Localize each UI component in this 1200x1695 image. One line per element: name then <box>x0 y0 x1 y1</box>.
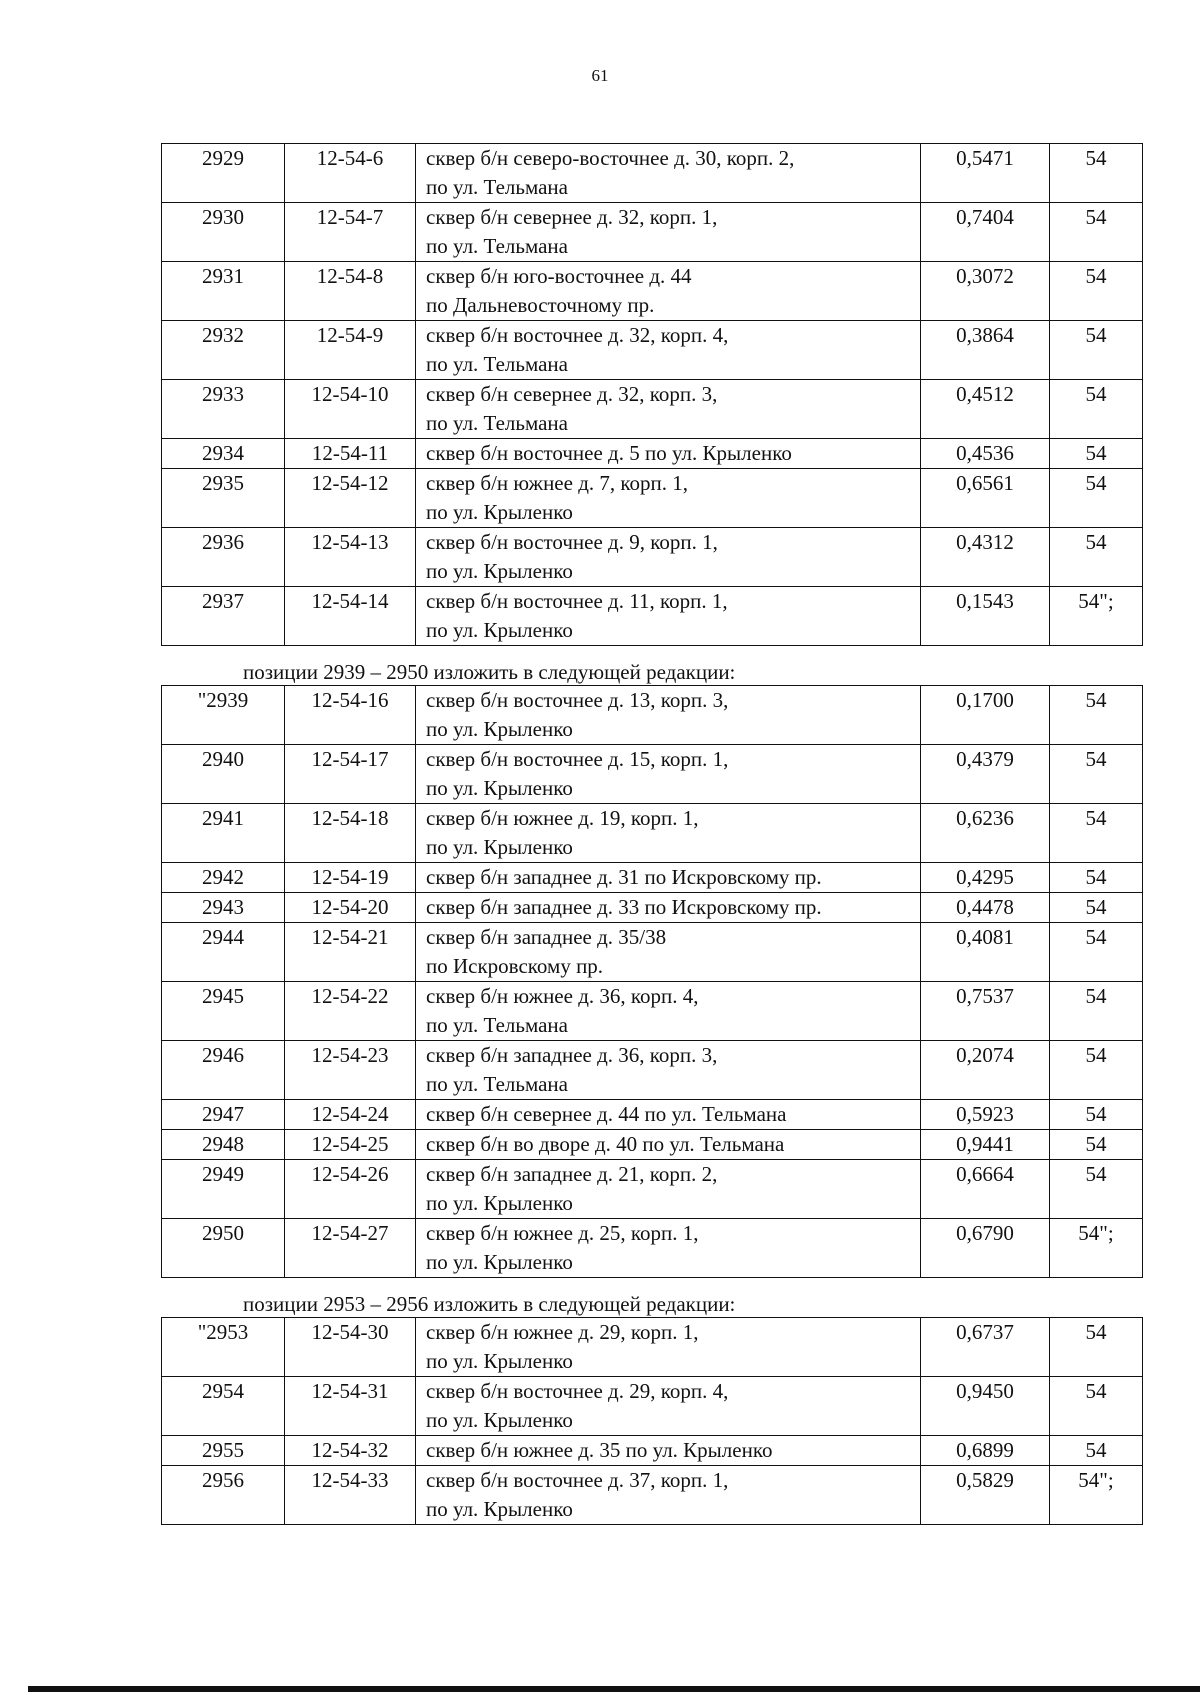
position-number-cell: 2943 <box>162 893 285 923</box>
table-row <box>162 1041 1143 1100</box>
position-number-cell: 2946 <box>162 1041 285 1100</box>
table-row <box>162 1318 1143 1377</box>
zone-cell: 54 <box>1050 144 1143 203</box>
table-section-1 <box>161 143 1143 646</box>
area-cell: 0,6561 <box>921 469 1050 528</box>
description-line: сквер б/н севернее д. 32, корп. 3, <box>426 382 718 406</box>
object-code-cell: 12-54-12 <box>285 469 416 528</box>
description-line: по ул. Тельмана <box>426 352 568 376</box>
object-code-cell: 12-54-11 <box>285 439 416 469</box>
description-line: по ул. Тельмана <box>426 1013 568 1037</box>
description-cell <box>416 1318 921 1377</box>
table-row <box>162 804 1143 863</box>
description-line: по ул. Крыленко <box>426 717 573 741</box>
zone-cell: 54 <box>1050 982 1143 1041</box>
table-row <box>162 923 1143 982</box>
object-code-cell: 12-54-6 <box>285 144 416 203</box>
description-cell <box>416 439 921 469</box>
description-line: по ул. Тельмана <box>426 175 568 199</box>
area-cell: 0,6790 <box>921 1219 1050 1278</box>
object-code-cell: 12-54-17 <box>285 745 416 804</box>
zone-cell: 54 <box>1050 1160 1143 1219</box>
area-cell: 0,4081 <box>921 923 1050 982</box>
position-number-cell: 2955 <box>162 1436 285 1466</box>
zone-cell: 54 <box>1050 863 1143 893</box>
description-line: сквер б/н южнее д. 29, корп. 1, <box>426 1320 699 1344</box>
description-line: сквер б/н южнее д. 36, корп. 4, <box>426 984 699 1008</box>
description-cell <box>416 1219 921 1278</box>
position-number-cell: 2931 <box>162 262 285 321</box>
positions-table <box>161 1317 1143 1525</box>
table-row <box>162 1466 1143 1525</box>
position-number-cell: "2939 <box>162 686 285 745</box>
position-number-cell: 2930 <box>162 203 285 262</box>
table-section-3 <box>161 1317 1143 1525</box>
object-code-cell: 12-54-7 <box>285 203 416 262</box>
table-row <box>162 203 1143 262</box>
zone-cell: 54 <box>1050 923 1143 982</box>
table-row <box>162 1377 1143 1436</box>
position-number-cell: 2948 <box>162 1130 285 1160</box>
position-number-cell: 2945 <box>162 982 285 1041</box>
table-section-2 <box>161 685 1143 1278</box>
table-row <box>162 893 1143 923</box>
object-code-cell: 12-54-31 <box>285 1377 416 1436</box>
position-number-cell: 2956 <box>162 1466 285 1525</box>
description-line: по Искровскому пр. <box>426 954 604 978</box>
zone-cell: 54 <box>1050 203 1143 262</box>
position-number-cell: 2934 <box>162 439 285 469</box>
description-cell <box>416 1436 921 1466</box>
description-line: сквер б/н западнее д. 35/38 <box>426 925 667 949</box>
object-code-cell: 12-54-27 <box>285 1219 416 1278</box>
object-code-cell: 12-54-32 <box>285 1436 416 1466</box>
description-line: сквер б/н восточнее д. 32, корп. 4, <box>426 323 729 347</box>
description-line: сквер б/н западнее д. 21, корп. 2, <box>426 1162 718 1186</box>
object-code-cell: 12-54-19 <box>285 863 416 893</box>
description-line: по ул. Крыленко <box>426 618 573 642</box>
page-number: 61 <box>591 66 609 85</box>
position-number-cell: 2936 <box>162 528 285 587</box>
table-row <box>162 380 1143 439</box>
object-code-cell: 12-54-10 <box>285 380 416 439</box>
position-number-cell: 2944 <box>162 923 285 982</box>
object-code-cell: 12-54-30 <box>285 1318 416 1377</box>
description-cell <box>416 1377 921 1436</box>
description-cell <box>416 1160 921 1219</box>
description-cell <box>416 321 921 380</box>
position-number-cell: 2950 <box>162 1219 285 1278</box>
description-line: сквер б/н восточнее д. 37, корп. 1, <box>426 1468 729 1492</box>
position-number-cell: 2947 <box>162 1100 285 1130</box>
description-cell <box>416 745 921 804</box>
area-cell: 0,4478 <box>921 893 1050 923</box>
position-number-cell: 2942 <box>162 863 285 893</box>
zone-cell: 54 <box>1050 262 1143 321</box>
description-line: сквер б/н во дворе д. 40 по ул. Тельмана <box>426 1132 785 1156</box>
description-cell <box>416 1130 921 1160</box>
area-cell: 0,6737 <box>921 1318 1050 1377</box>
position-number-cell: 2932 <box>162 321 285 380</box>
object-code-cell: 12-54-24 <box>285 1100 416 1130</box>
table-row <box>162 863 1143 893</box>
object-code-cell: 12-54-21 <box>285 923 416 982</box>
object-code-cell: 12-54-23 <box>285 1041 416 1100</box>
object-code-cell: 12-54-33 <box>285 1466 416 1525</box>
table-row <box>162 321 1143 380</box>
table-row <box>162 469 1143 528</box>
zone-cell: 54"; <box>1050 587 1143 646</box>
zone-cell: 54"; <box>1050 1219 1143 1278</box>
position-number-cell: 2937 <box>162 587 285 646</box>
description-cell <box>416 893 921 923</box>
description-line: сквер б/н южнее д. 25, корп. 1, <box>426 1221 699 1245</box>
description-line: сквер б/н восточнее д. 13, корп. 3, <box>426 688 729 712</box>
position-number-cell: 2954 <box>162 1377 285 1436</box>
description-line: сквер б/н северо-восточнее д. 30, корп. 2, <box>426 146 795 170</box>
object-code-cell: 12-54-22 <box>285 982 416 1041</box>
description-cell <box>416 587 921 646</box>
zone-cell: 54 <box>1050 1041 1143 1100</box>
description-line: сквер б/н восточнее д. 15, корп. 1, <box>426 747 729 771</box>
zone-cell: 54 <box>1050 439 1143 469</box>
description-cell <box>416 144 921 203</box>
table-row <box>162 686 1143 745</box>
description-line: по ул. Тельмана <box>426 234 568 258</box>
table-row <box>162 1100 1143 1130</box>
section-heading: позиции 2953 – 2956 изложить в следующей редакции: <box>243 1292 736 1316</box>
table-row <box>162 439 1143 469</box>
description-line: по ул. Крыленко <box>426 1349 573 1373</box>
zone-cell: 54 <box>1050 1100 1143 1130</box>
area-cell: 0,4295 <box>921 863 1050 893</box>
description-line: сквер б/н восточнее д. 9, корп. 1, <box>426 530 718 554</box>
description-line: по ул. Крыленко <box>426 1497 573 1521</box>
section-heading: позиции 2939 – 2950 изложить в следующей редакции: <box>243 660 736 684</box>
table-row <box>162 1436 1143 1466</box>
description-line: сквер б/н восточнее д. 29, корп. 4, <box>426 1379 729 1403</box>
description-cell <box>416 203 921 262</box>
description-cell <box>416 262 921 321</box>
zone-cell: 54 <box>1050 528 1143 587</box>
description-line: сквер б/н севернее д. 32, корп. 1, <box>426 205 718 229</box>
area-cell: 0,3864 <box>921 321 1050 380</box>
table-row <box>162 262 1143 321</box>
position-number-cell: 2949 <box>162 1160 285 1219</box>
description-line: сквер б/н юго-восточнее д. 44 <box>426 264 692 288</box>
area-cell: 0,7537 <box>921 982 1050 1041</box>
position-number-cell: 2940 <box>162 745 285 804</box>
area-cell: 0,6899 <box>921 1436 1050 1466</box>
description-line: сквер б/н восточнее д. 11, корп. 1, <box>426 589 728 613</box>
zone-cell: 54 <box>1050 1318 1143 1377</box>
area-cell: 0,6236 <box>921 804 1050 863</box>
object-code-cell: 12-54-9 <box>285 321 416 380</box>
table-row <box>162 528 1143 587</box>
description-cell <box>416 804 921 863</box>
area-cell: 0,2074 <box>921 1041 1050 1100</box>
description-line: по ул. Крыленко <box>426 559 573 583</box>
description-line: по ул. Тельмана <box>426 411 568 435</box>
description-cell <box>416 923 921 982</box>
area-cell: 0,9441 <box>921 1130 1050 1160</box>
area-cell: 0,4379 <box>921 745 1050 804</box>
position-number-cell: 2941 <box>162 804 285 863</box>
description-line: по ул. Крыленко <box>426 1250 573 1274</box>
description-cell <box>416 380 921 439</box>
zone-cell: 54 <box>1050 1130 1143 1160</box>
description-cell <box>416 1100 921 1130</box>
description-line: сквер б/н западнее д. 33 по Искровскому пр. <box>426 895 822 919</box>
zone-cell: 54 <box>1050 321 1143 380</box>
object-code-cell: 12-54-20 <box>285 893 416 923</box>
zone-cell: 54"; <box>1050 1466 1143 1525</box>
description-line: по ул. Тельмана <box>426 1072 568 1096</box>
description-cell <box>416 982 921 1041</box>
description-line: по ул. Крыленко <box>426 835 573 859</box>
scan-edge-bar <box>28 1686 1200 1692</box>
table-row <box>162 1219 1143 1278</box>
description-line: сквер б/н южнее д. 7, корп. 1, <box>426 471 689 495</box>
zone-cell: 54 <box>1050 469 1143 528</box>
description-line: сквер б/н севернее д. 44 по ул. Тельмана <box>426 1102 787 1126</box>
description-line: по ул. Крыленко <box>426 1191 573 1215</box>
object-code-cell: 12-54-18 <box>285 804 416 863</box>
area-cell: 0,4512 <box>921 380 1050 439</box>
object-code-cell: 12-54-25 <box>285 1130 416 1160</box>
area-cell: 0,4536 <box>921 439 1050 469</box>
position-number-cell: 2935 <box>162 469 285 528</box>
object-code-cell: 12-54-26 <box>285 1160 416 1219</box>
table-row <box>162 144 1143 203</box>
area-cell: 0,5829 <box>921 1466 1050 1525</box>
area-cell: 0,4312 <box>921 528 1050 587</box>
description-cell <box>416 528 921 587</box>
area-cell: 0,1543 <box>921 587 1050 646</box>
table-row <box>162 745 1143 804</box>
area-cell: 0,5923 <box>921 1100 1050 1130</box>
area-cell: 0,9450 <box>921 1377 1050 1436</box>
area-cell: 0,3072 <box>921 262 1050 321</box>
object-code-cell: 12-54-8 <box>285 262 416 321</box>
zone-cell: 54 <box>1050 1377 1143 1436</box>
table-row <box>162 1130 1143 1160</box>
zone-cell: 54 <box>1050 686 1143 745</box>
description-cell <box>416 1466 921 1525</box>
description-cell <box>416 863 921 893</box>
zone-cell: 54 <box>1050 745 1143 804</box>
position-number-cell: "2953 <box>162 1318 285 1377</box>
description-line: сквер б/н южнее д. 35 по ул. Крыленко <box>426 1438 773 1462</box>
description-cell <box>416 686 921 745</box>
description-cell <box>416 469 921 528</box>
object-code-cell: 12-54-14 <box>285 587 416 646</box>
positions-table <box>161 685 1143 1278</box>
description-line: по ул. Крыленко <box>426 776 573 800</box>
description-line: по ул. Крыленко <box>426 500 573 524</box>
position-number-cell: 2933 <box>162 380 285 439</box>
table-row <box>162 587 1143 646</box>
description-line: по Дальневосточному пр. <box>426 293 655 317</box>
table-row <box>162 982 1143 1041</box>
area-cell: 0,6664 <box>921 1160 1050 1219</box>
zone-cell: 54 <box>1050 380 1143 439</box>
description-line: сквер б/н западнее д. 31 по Искровскому пр. <box>426 865 822 889</box>
area-cell: 0,7404 <box>921 203 1050 262</box>
zone-cell: 54 <box>1050 804 1143 863</box>
area-cell: 0,1700 <box>921 686 1050 745</box>
description-line: сквер б/н южнее д. 19, корп. 1, <box>426 806 699 830</box>
object-code-cell: 12-54-16 <box>285 686 416 745</box>
zone-cell: 54 <box>1050 1436 1143 1466</box>
description-cell <box>416 1041 921 1100</box>
description-line: сквер б/н восточнее д. 5 по ул. Крыленко <box>426 441 792 465</box>
positions-table <box>161 143 1143 646</box>
area-cell: 0,5471 <box>921 144 1050 203</box>
description-line: по ул. Крыленко <box>426 1408 573 1432</box>
table-row <box>162 1160 1143 1219</box>
object-code-cell: 12-54-13 <box>285 528 416 587</box>
zone-cell: 54 <box>1050 893 1143 923</box>
description-line: сквер б/н западнее д. 36, корп. 3, <box>426 1043 718 1067</box>
position-number-cell: 2929 <box>162 144 285 203</box>
